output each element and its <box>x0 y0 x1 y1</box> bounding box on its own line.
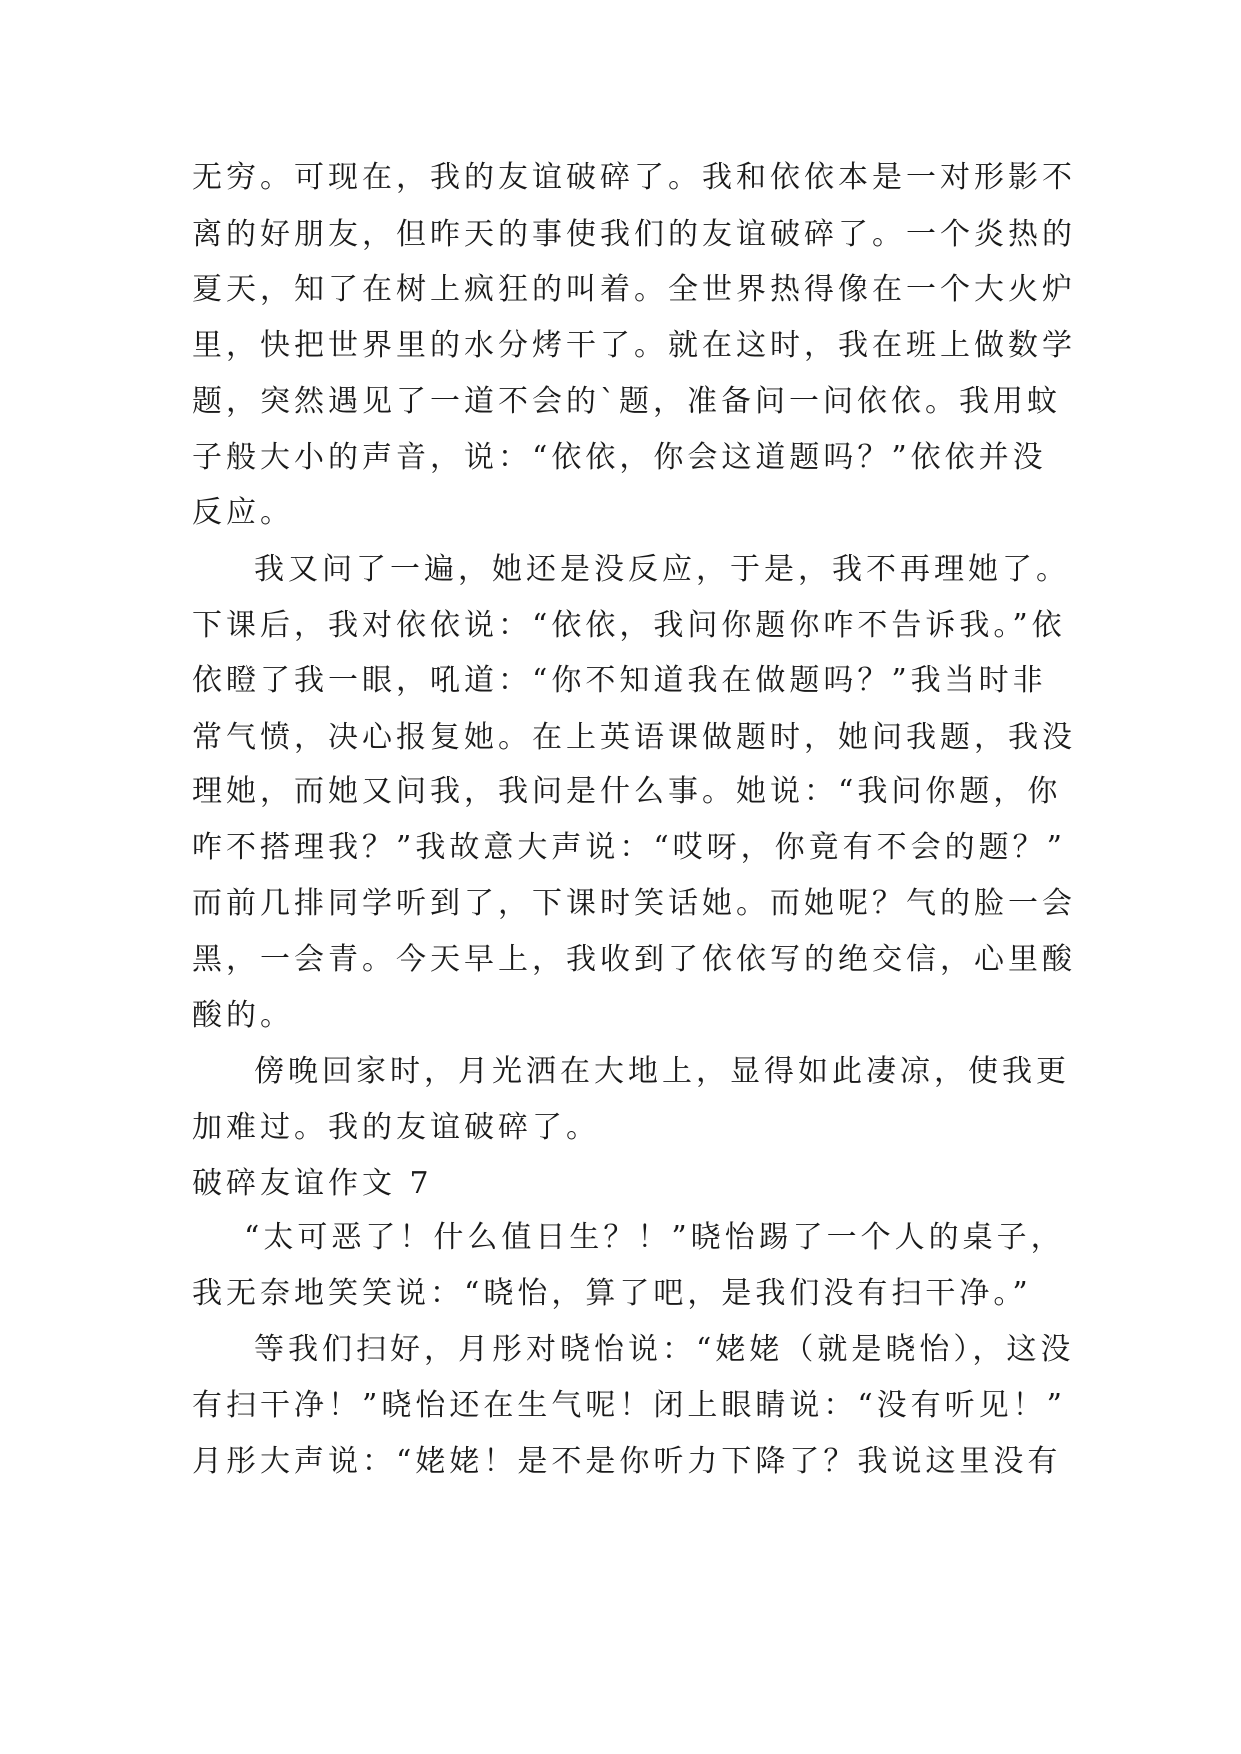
text-line: 我无奈地笑笑说：“晓怡，算了吧，是我们没有扫干净。” <box>192 1276 1032 1311</box>
text-line: 离的好朋友，但昨天的事使我们的友谊破碎了。一个炎热的 <box>192 217 1076 252</box>
text-line: 有扫干净！”晓怡还在生气呢！闭上眼睛说：“没有听见！” <box>192 1388 1067 1423</box>
text-line: 加难过。我的友谊破碎了。 <box>192 1110 600 1145</box>
text-line: 理她，而她又问我，我问是什么事。她说：“我问你题，你 <box>192 774 1062 809</box>
paragraph-first-line: 等我们扫好，月彤对晓怡说：“姥姥（就是晓怡），这没 <box>254 1332 1075 1367</box>
text-line: 常气愤，决心报复她。在上英语课做题时，她问我题，我没 <box>192 720 1076 755</box>
text-line: 而前几排同学听到了，下课时笑话她。而她呢？气的脸一会 <box>192 886 1076 921</box>
paragraph-first-line: 傍晚回家时，月光洒在大地上，显得如此凄凉，使我更 <box>254 1054 1070 1089</box>
text-line: 夏天，知了在树上疯狂的叫着。全世界热得像在一个大火炉 <box>192 272 1076 307</box>
text-line: 咋不搭理我？”我故意大声说：“哎呀，你竟有不会的题？” <box>192 830 1067 865</box>
text-line: 酸的。 <box>192 998 294 1033</box>
paragraph-first-line: “太可恶了！什么值日生？！”晓怡踢了一个人的桌子， <box>244 1220 1065 1255</box>
text-line: 反应。 <box>192 495 294 530</box>
paragraph-first-line: 我又问了一遍，她还是没反应，于是，我不再理她了。 <box>254 552 1070 587</box>
text-line: 里，快把世界里的水分烤干了。就在这时，我在班上做数学 <box>192 328 1076 363</box>
text-line: 黑，一会青。今天早上，我收到了依依写的绝交信，心里酸 <box>192 942 1076 977</box>
text-line: 题，突然遇见了一道不会的`题，准备问一问依依。我用蚊 <box>192 384 1061 419</box>
text-line: 下课后，我对依依说：“依依，我问你题你咋不告诉我。”依 <box>192 608 1066 643</box>
text-line: 依瞪了我一眼，吼道：“你不知道我在做题吗？”我当时非 <box>192 663 1047 698</box>
text-line: 无穷。可现在，我的友谊破碎了。我和依依本是一对形影不 <box>192 160 1076 195</box>
text-line: 月彤大声说：“姥姥！是不是你听力下降了？我说这里没有 <box>192 1444 1062 1479</box>
text-line: 子般大小的声音，说：“依依，你会这道题吗？”依依并没 <box>192 440 1047 475</box>
section-heading: 破碎友谊作文 7 <box>192 1166 433 1201</box>
